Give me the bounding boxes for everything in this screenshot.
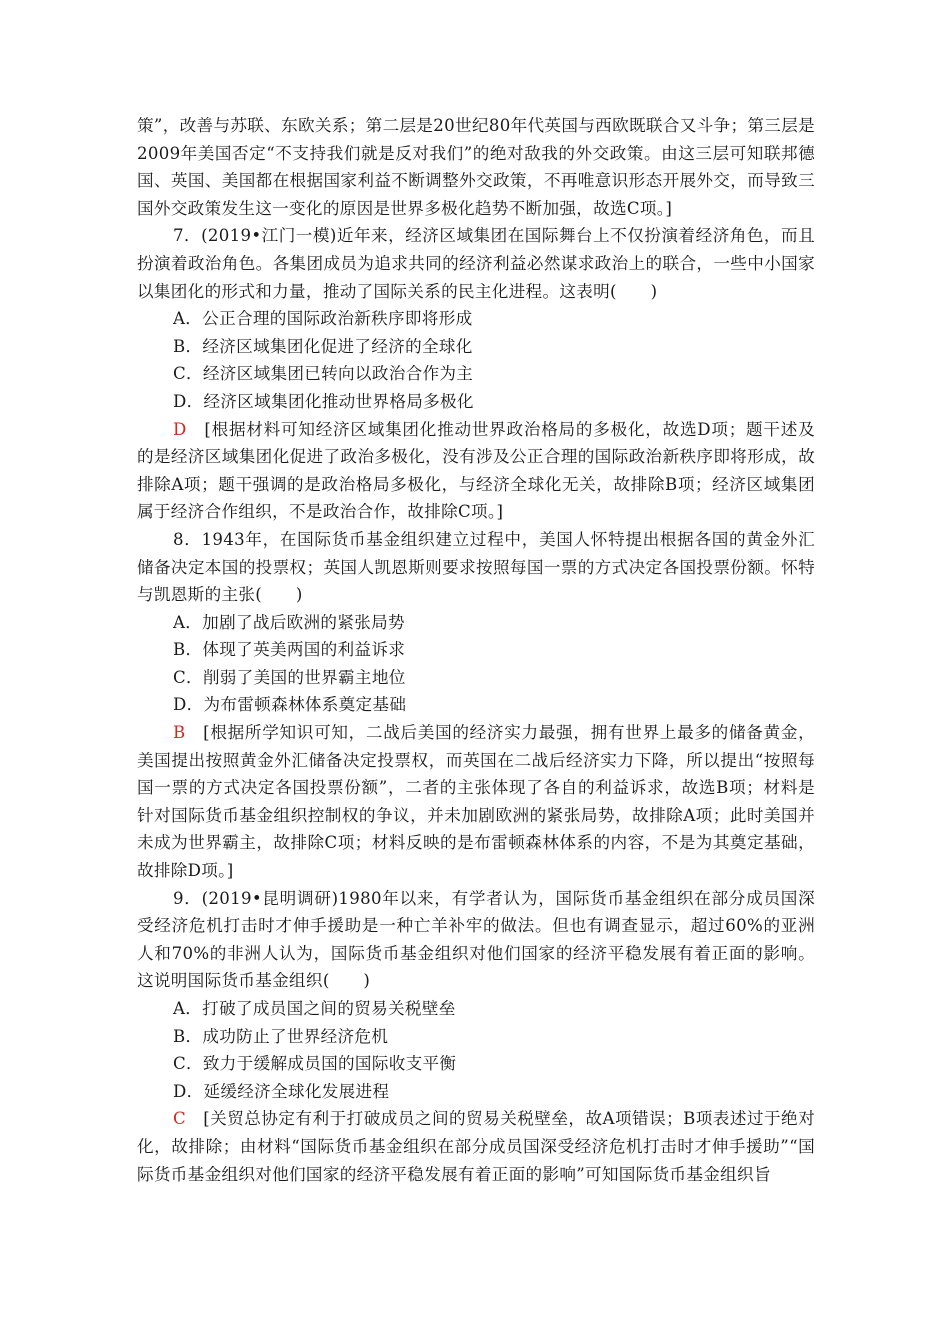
option-b: B．成功防止了世界经济危机 [173,1026,389,1046]
question-stem: 7．(2019•江门一模)近年来，经济区域集团在国际舞台上不仅扮演着经济角色，而且扮演着政治角色。各集团成员为追求共同的经济利益必然谋求政治上的联合，一些中小国家以集团化的形式和力量，推动了国际关系的民主化进程。这表明( ) [137,226,815,301]
option-b: B．体现了英美两国的利益诉求 [173,640,406,660]
option-c: C．削弱了美国的世界霸主地位 [173,667,406,687]
option-b: B．经济区域集团化促进了经济的全球化 [173,336,473,356]
question-stem: 8．1943年，在国际货币基金组织建立过程中，美国人怀特提出根据各国的黄金外汇储备决定本国的投票权；英国人凯恩斯则要求按照每国一票的方式决定各国投票份额。怀特与凯恩斯的主张( ) [137,529,815,605]
option-c: C．经济区域集团已转向以政治合作为主 [173,364,474,384]
option-a: A．加剧了战后欧洲的紧张局势 [173,612,405,632]
option-c: C．致力于缓解成员国的国际收支平衡 [173,1054,457,1074]
option-d: D．为布雷顿森林体系奠定基础 [173,695,407,715]
explanation-text: [关贸总协定有利于打破成员之间的贸易关税壁垒，故A项错误；B项表述过于绝对化，故排除；由材料“国际货币基金组织在部分成员国深受经济危机打击时才伸手援助”“国际货币基金组织对他们国家的经济平稳发展有着正面的影响”可知国际货币基金组织旨 [137,1109,815,1184]
page-content [137,112,815,1188]
answer-letter: D [173,419,187,439]
option-a: A．公正合理的国际政治新秩序即将形成 [173,309,473,329]
option-d: D．经济区域集团化推动世界格局多极化 [173,391,474,411]
question-stem: 9．(2019•昆明调研)1980年以来，有学者认为，国际货币基金组织在部分成员国深受经济危机打击时才伸手援助是一种亡羊补牢的做法。但也有调查显示，超过60%的亚洲人和70%的非洲人认为，国际货币基金组织对他们国家的经济平稳发展有着正面的影响。这说明国际货币基金组织( ) [137,888,815,991]
option-a: A．打破了成员国之间的贸易关税壁垒 [173,999,456,1018]
answer-explanation [137,416,815,526]
answer-explanation [137,1105,815,1188]
option-d: D．延缓经济全球化发展进程 [173,1081,390,1101]
answer-explanation [137,719,815,885]
question-8 [137,526,815,885]
explanation-text: [根据材料可知经济区域集团化推动世界政治格局的多极化，故选D项；题干述及的是经济区域集团化促进了政治多极化，没有涉及公正合理的国际政治新秩序即将形成，故排除A项；题干强调的是政治格局多极化，与经济全球化无关，故排除B项；经济区域集团属于经济合作组织，不是政治合作，故排除C项。] [137,419,815,522]
explanation-text: [根据所学知识可知，二战后美国的经济实力最强，拥有世界上最多的储备黄金，美国提出按照黄金外汇储备决定投票权，而英国在二战后经济实力下降，所以提出“按照每国一票的方式决定各国投票份额”，二者的主张体现了各自的利益诉求，故选B项；材料是针对国际货币基金组织控制权的争议，并未加剧欧洲的紧张局势，故排除A项；此时美国并未成为世界霸主，故排除C项；材料反映的是布雷顿森林体系的内容，不是为其奠定基础，故排除D项。] [137,723,815,881]
question-9 [137,885,815,1189]
answer-letter: C [173,1109,186,1129]
question-7 [137,222,815,526]
continued-explanation: 策”，改善与苏联、东欧关系；第二层是20世纪80年代英国与西欧既联合又斗争；第三层是2009年美国否定“不支持我们就是反对我们”的绝对敌我的外交政策。由这三层可知联邦德国、英国、美国都在根据国家利益不断调整外交政策，不再唯意识形态开展外交，而导致三国外交政策发生这一变化的原因是世界多极化趋势不断加强，故选C项。] [137,116,815,218]
answer-letter: B [173,723,186,743]
